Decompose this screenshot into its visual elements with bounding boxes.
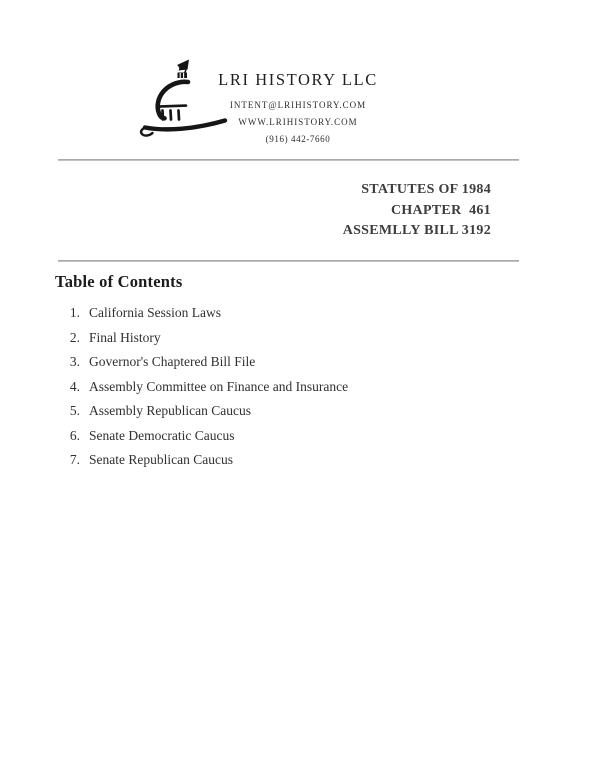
letterhead (0, 70, 596, 145)
toc-item-label: Senate Republican Caucus (89, 452, 233, 467)
toc-list (66, 306, 348, 478)
toc-item-number: 6. (69, 427, 80, 443)
toc-item-number: 1. (69, 305, 80, 320)
toc-item (66, 331, 348, 345)
company-website: WWW.LRIHISTORY.COM (238, 117, 358, 127)
toc-item-label: California Session Laws (89, 305, 221, 320)
toc-item-number: 7. (69, 452, 80, 467)
toc-item (66, 453, 348, 467)
toc-item-label: Assembly Committee on Finance and Insurance (89, 378, 349, 394)
toc-item (66, 355, 348, 369)
toc-item (66, 380, 348, 394)
toc-item (66, 404, 348, 418)
statute-reference (343, 180, 491, 242)
toc-item-number: 2. (69, 329, 80, 345)
company-email: INTENT@LRIHISTORY.COM (229, 100, 367, 110)
toc-item-number: 5. (69, 403, 80, 418)
toc-item-label: Governor's Chaptered Bill File (89, 354, 256, 369)
horizontal-rule-bottom (58, 260, 519, 262)
statutes-line: STATUTES OF 1984 (361, 182, 491, 197)
toc-item-number: 3. (69, 354, 80, 369)
toc-item-number: 4. (69, 378, 80, 394)
toc-item-label: Senate Democratic Caucus (89, 427, 235, 443)
horizontal-rule-top (58, 159, 519, 161)
chapter-line: CHAPTER 461 (390, 202, 491, 218)
company-phone: (916) 442-7660 (265, 134, 331, 144)
toc-item-label: Assembly Republican Caucus (89, 403, 251, 418)
toc-item (66, 306, 348, 320)
toc-item-label: Final History (89, 329, 161, 345)
company-name: LRI HISTORY LLC (218, 70, 378, 89)
toc-title: Table of Contents (55, 272, 183, 291)
toc-item (66, 429, 348, 443)
bill-line: ASSEMLLY BILL 3192 (342, 223, 491, 238)
